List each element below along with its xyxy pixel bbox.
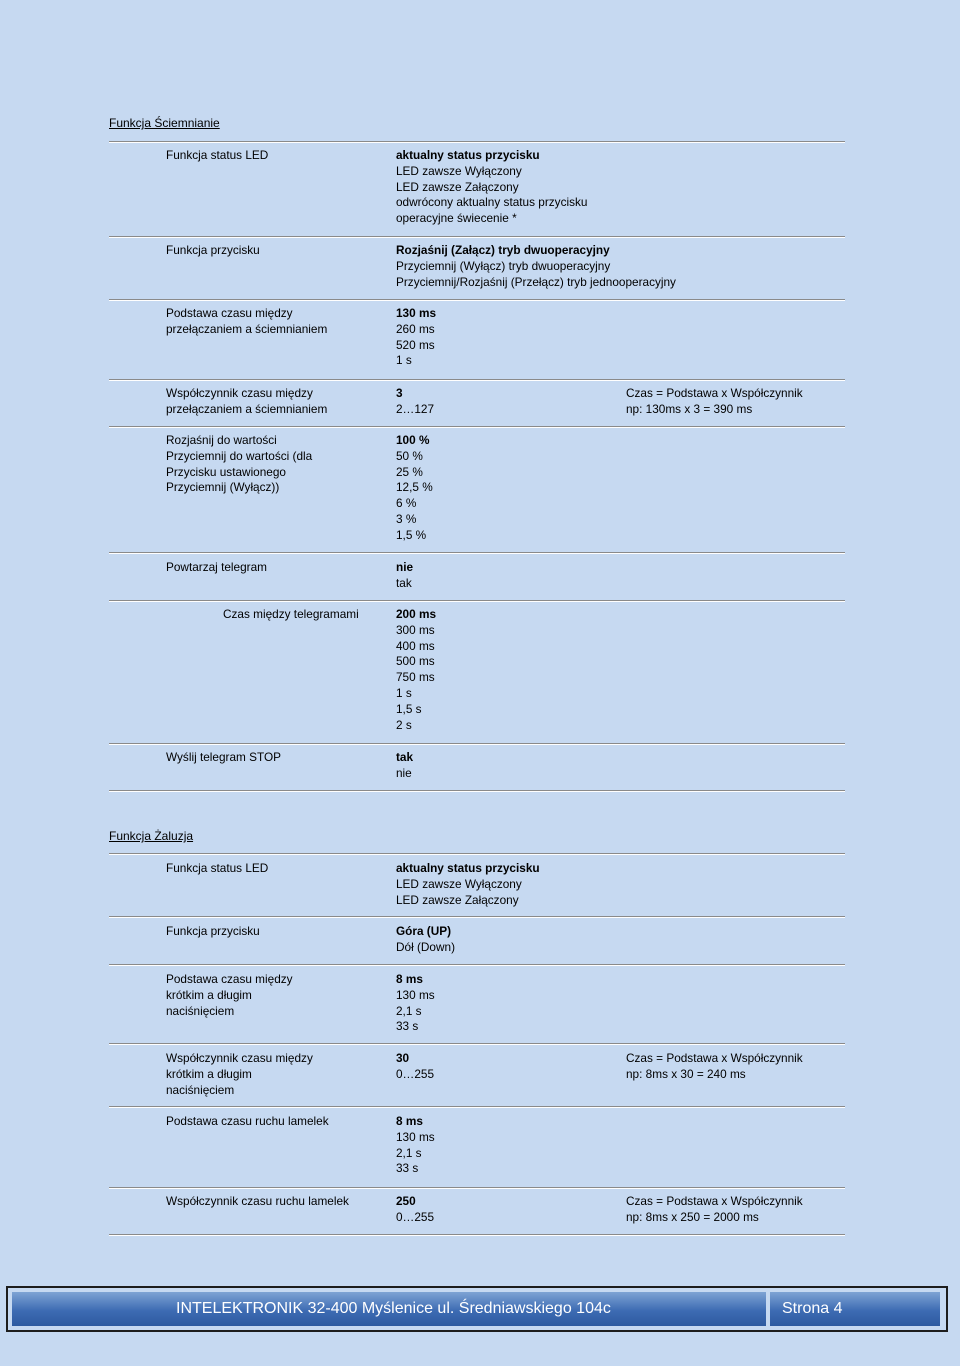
option-item: 33 s: [396, 1161, 419, 1176]
option-item: Przyciemnij/Rozjaśnij (Przełącz) tryb jednooperacyjny: [396, 274, 676, 289]
formula-note: [626, 386, 856, 418]
option-item: 2 s: [396, 717, 412, 732]
footer-page-number: Strona 4: [782, 1300, 843, 1317]
formula-note-line: np: 8ms x 30 = 240 ms: [626, 1066, 746, 1081]
setting-label: [166, 1051, 381, 1098]
option-item: 12,5 %: [396, 480, 433, 495]
setting-label-line: Funkcja status LED: [166, 861, 269, 875]
setting-label-line: naciśnięciem: [166, 1082, 235, 1097]
option-item: 0…255: [396, 1209, 435, 1224]
option-item: 1,5 %: [396, 527, 427, 542]
setting-label-line: Czas między telegramami: [223, 607, 359, 621]
setting-label: [166, 433, 381, 496]
default-option: 30: [396, 1051, 410, 1065]
setting-label-line: Wyślij telegram STOP: [166, 750, 282, 764]
option-item: 2,1 s: [396, 1003, 422, 1018]
option-item: nie: [396, 765, 412, 780]
option-item: 400 ms: [396, 638, 435, 653]
setting-label-line: Współczynnik czasu między: [166, 1051, 313, 1065]
setting-label: [166, 148, 381, 164]
option-item: 1 s: [396, 685, 412, 700]
option-item: 750 ms: [396, 670, 435, 685]
setting-label: [166, 560, 381, 576]
setting-label-line: krótkim a długim: [166, 1066, 252, 1081]
setting-options: [396, 148, 696, 227]
setting-label-line: Współczynnik czasu między: [166, 386, 313, 400]
setting-options: [396, 306, 696, 369]
row-divider: [109, 964, 845, 966]
default-option: 130 ms: [396, 306, 437, 320]
setting-label-line: Współczynnik czasu ruchu lamelek: [166, 1194, 349, 1208]
option-item: 1,5 s: [396, 701, 422, 716]
setting-label-line: Przyciemnij do wartości (dla: [166, 448, 313, 463]
row-divider: [109, 1187, 845, 1189]
default-option: Rozjaśnij (Załącz) tryb dwuoperacyjny: [396, 243, 610, 257]
default-option: 8 ms: [396, 1114, 423, 1128]
option-item: 2…127: [396, 401, 435, 416]
setting-label: [166, 1114, 381, 1130]
setting-options: [396, 750, 696, 782]
option-item: 25 %: [396, 464, 423, 479]
setting-options: [396, 861, 696, 908]
option-item: 1 s: [396, 353, 412, 368]
setting-label-line: Funkcja przycisku: [166, 243, 260, 257]
option-item: 520 ms: [396, 337, 435, 352]
default-option: aktualny status przycisku: [396, 861, 540, 875]
setting-label-line: przełączaniem a ściemnianiem: [166, 401, 328, 416]
footer-company-text: INTELEKTRONIK 32-400 Myślenice ul. Średniawskiego 104c: [176, 1300, 611, 1317]
default-option: tak: [396, 750, 414, 764]
setting-label-line: przełączaniem a ściemnianiem: [166, 321, 328, 336]
row-divider: [109, 1234, 845, 1236]
default-option: nie: [396, 560, 414, 574]
setting-label: [166, 386, 381, 418]
option-item: 500 ms: [396, 654, 435, 669]
option-item: LED zawsze Wyłączony: [396, 163, 522, 178]
row-divider: [109, 600, 845, 602]
setting-options: [396, 972, 696, 1035]
row-divider: [109, 379, 845, 381]
setting-label-line: Przycisku ustawionego: [166, 464, 286, 479]
row-divider: [109, 916, 845, 918]
setting-label: [166, 972, 381, 1019]
option-item: 0…255: [396, 1066, 435, 1081]
setting-label-line: Funkcja status LED: [166, 148, 269, 162]
default-option: 200 ms: [396, 607, 437, 621]
default-option: 8 ms: [396, 972, 423, 986]
section-title: Funkcja Ściemnianie: [109, 116, 220, 130]
setting-options: [396, 560, 696, 592]
option-item: 2,1 s: [396, 1145, 422, 1160]
setting-label: [166, 1194, 381, 1210]
setting-label-line: naciśnięciem: [166, 1003, 235, 1018]
option-item: Przyciemnij (Wyłącz) tryb dwuoperacyjny: [396, 258, 611, 273]
option-item: LED zawsze Wyłączony: [396, 876, 522, 891]
setting-options: [396, 433, 696, 544]
setting-label-line: Przyciemnij (Wyłącz)): [166, 480, 280, 495]
setting-label: [166, 750, 381, 766]
default-option: 100 %: [396, 433, 430, 447]
section-divider: [109, 853, 845, 855]
option-item: Dół (Down): [396, 939, 455, 954]
row-divider: [109, 552, 845, 554]
setting-options: [396, 243, 696, 290]
option-item: LED zawsze Załączony: [396, 179, 519, 194]
option-item: 6 %: [396, 496, 417, 511]
setting-label: [166, 861, 381, 877]
section-divider: [109, 141, 845, 143]
formula-note-line: Czas = Podstawa x Współczynnik: [626, 1051, 803, 1065]
setting-label-line: Podstawa czasu między: [166, 306, 293, 320]
setting-label-line: Rozjaśnij do wartości: [166, 433, 277, 447]
setting-label-line: krótkim a długim: [166, 987, 252, 1002]
formula-note-line: np: 8ms x 250 = 2000 ms: [626, 1209, 759, 1224]
row-divider: [109, 299, 845, 301]
setting-label-line: Podstawa czasu między: [166, 972, 293, 986]
formula-note: [626, 1194, 856, 1226]
default-option: aktualny status przycisku: [396, 148, 540, 162]
row-divider: [109, 790, 845, 792]
option-item: 3 %: [396, 511, 417, 526]
footer-company-block: [12, 1292, 766, 1326]
default-option: 3: [396, 386, 403, 400]
row-divider: [109, 426, 845, 428]
default-option: 250: [396, 1194, 416, 1208]
option-item: odwrócony aktualny status przycisku: [396, 195, 588, 210]
default-option: Góra (UP): [396, 924, 452, 938]
setting-label: [166, 924, 381, 940]
footer-bar: [6, 1286, 948, 1332]
option-item: tak: [396, 575, 412, 590]
row-divider: [109, 743, 845, 745]
option-item: 130 ms: [396, 987, 435, 1002]
setting-label: [166, 243, 381, 259]
row-divider: [109, 1043, 845, 1045]
footer-page-block: [770, 1292, 940, 1326]
setting-label: [166, 306, 381, 338]
option-item: 130 ms: [396, 1129, 435, 1144]
option-item: LED zawsze Załączony: [396, 892, 519, 907]
row-divider: [109, 236, 845, 238]
option-item: operacyjne świecenie *: [396, 211, 517, 226]
row-divider: [109, 1106, 845, 1108]
section-title: Funkcja Żaluzja: [109, 829, 194, 843]
setting-options: [396, 1114, 696, 1177]
formula-note-line: Czas = Podstawa x Współczynnik: [626, 1194, 803, 1208]
setting-options: [396, 924, 696, 956]
setting-label-line: Powtarzaj telegram: [166, 560, 267, 574]
setting-label-line: Funkcja przycisku: [166, 924, 260, 938]
setting-options: [396, 607, 696, 733]
formula-note-line: np: 130ms x 3 = 390 ms: [626, 401, 753, 416]
setting-label-line: Podstawa czasu ruchu lamelek: [166, 1114, 329, 1128]
formula-note: [626, 1051, 856, 1083]
setting-label: [223, 607, 403, 623]
option-item: 300 ms: [396, 622, 435, 637]
option-item: 50 %: [396, 448, 423, 463]
option-item: 260 ms: [396, 321, 435, 336]
option-item: 33 s: [396, 1019, 419, 1034]
formula-note-line: Czas = Podstawa x Współczynnik: [626, 386, 803, 400]
